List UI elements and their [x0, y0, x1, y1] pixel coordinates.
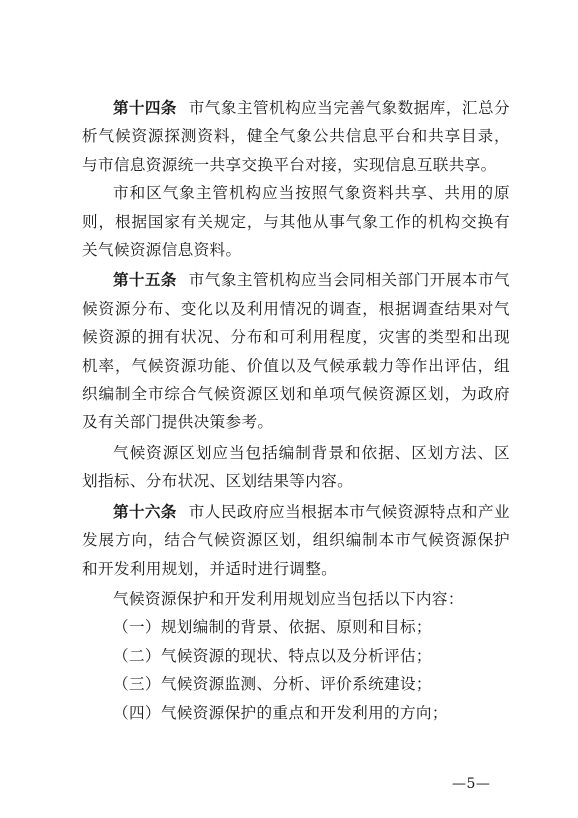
paragraph: [82, 439, 510, 496]
article-heading: 第十四条: [113, 99, 177, 117]
page-number: —5—: [452, 776, 491, 792]
list-item: [82, 613, 510, 641]
paragraph-text: 市人民政府应当根据本市气候资源特点和产业发展方向，结合气候资源区划，组织编制本市气候资源保护和开发利用规划，并适时进行调整。: [82, 502, 510, 578]
article-heading: 第十六条: [113, 502, 177, 521]
paragraph-text: 市气象主管机构应当完善气象数据库，汇总分析气候资源探测资料，健全气象公共信息平台和共享目录，与市信息资源统一共享交换平台对接，实现信息互联共享。: [82, 99, 510, 174]
paragraph-text: 市和区气象主管机构应当按照气象资料共享、共用的原则，根据国家有关规定，与其他从事气象工作的机构交换有关气候资源信息资料。: [82, 184, 510, 260]
paragraph-text: 气候资源保护和开发利用规划应当包括以下内容：: [113, 589, 464, 608]
paragraph-article-16: [82, 498, 510, 583]
document-body: [82, 94, 510, 727]
list-item: [82, 670, 510, 698]
article-heading: 第十五条: [113, 271, 177, 290]
paragraph-article-15: [82, 266, 510, 436]
paragraph: [82, 585, 510, 613]
paragraph-text: （二）气候资源的现状、特点以及分析评估；: [113, 646, 432, 665]
paragraph-article-14: [82, 94, 510, 179]
paragraph-text: （一）规划编制的背景、依据、原则和目标；: [113, 618, 432, 637]
paragraph-text: 气候资源区划应当包括编制背景和依据、区划方法、区划指标、分布状况、区划结果等内容。: [82, 443, 510, 491]
list-item: [82, 699, 510, 727]
paragraph-text: （三）气候资源监测、分析、评价系统建设；: [113, 675, 432, 694]
paragraph: [82, 179, 510, 264]
paragraph-text: （四）气候资源保护的重点和开发利用的方向；: [113, 703, 448, 722]
paragraph-text: 市气象主管机构应当会同相关部门开展本市气候资源分布、变化以及利用情况的调查，根据调查结果对气候资源的拥有状况、分布和可利用程度，灾害的类型和出现机率，气候资源功能、价值以及气候承载力等作出评估，组织编制全市综合气候资源区划和单项气候资源区划，为政府及有关部门提供决策参考。: [82, 271, 510, 432]
list-item: [82, 642, 510, 670]
